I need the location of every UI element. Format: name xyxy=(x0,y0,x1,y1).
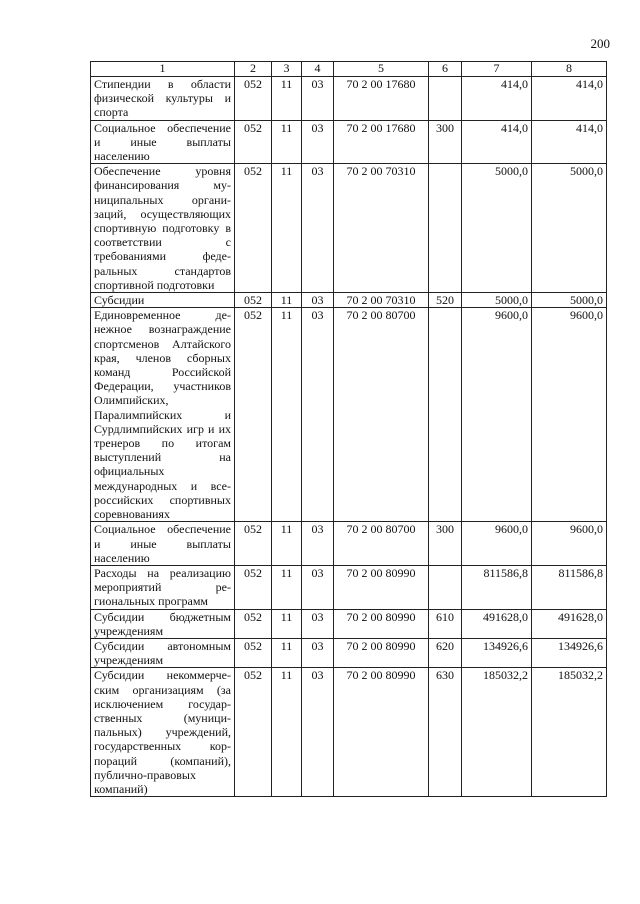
cell-ministry-code: 052 xyxy=(235,77,272,121)
cell-amount-total: 414,0 xyxy=(532,120,607,164)
cell-ministry-code: 052 xyxy=(235,565,272,609)
cell-expense-type xyxy=(429,164,462,293)
cell-amount: 9600,0 xyxy=(462,308,532,522)
table-row xyxy=(91,522,607,566)
header-row xyxy=(91,62,607,77)
cell-name: Субсидии некоммерческим организациям (за исключением государственных (муниципальных) учреждений, государственных корпораций (компаний), публично-правовых компаний) xyxy=(91,668,235,797)
cell-subsection: 03 xyxy=(302,668,334,797)
cell-expense-type: 520 xyxy=(429,293,462,308)
table-body xyxy=(91,77,607,797)
cell-subsection: 03 xyxy=(302,77,334,121)
table-row xyxy=(91,120,607,164)
cell-amount: 414,0 xyxy=(462,120,532,164)
cell-ministry-code: 052 xyxy=(235,120,272,164)
cell-expense-type xyxy=(429,565,462,609)
cell-amount: 414,0 xyxy=(462,77,532,121)
cell-name: Социальное обеспечение и иные выплаты населению xyxy=(91,522,235,566)
column-header: 1 xyxy=(91,62,235,77)
cell-expense-type xyxy=(429,308,462,522)
cell-target-article: 70 2 00 70310 xyxy=(334,164,429,293)
cell-subsection: 03 xyxy=(302,522,334,566)
cell-section: 11 xyxy=(272,638,302,667)
cell-section: 11 xyxy=(272,164,302,293)
cell-subsection: 03 xyxy=(302,565,334,609)
cell-section: 11 xyxy=(272,293,302,308)
cell-target-article: 70 2 00 80990 xyxy=(334,565,429,609)
table-row xyxy=(91,565,607,609)
column-header: 3 xyxy=(272,62,302,77)
cell-amount: 5000,0 xyxy=(462,164,532,293)
cell-section: 11 xyxy=(272,522,302,566)
cell-amount-total: 414,0 xyxy=(532,77,607,121)
cell-subsection: 03 xyxy=(302,308,334,522)
cell-name: Социальное обеспечение и иные выплаты населению xyxy=(91,120,235,164)
cell-amount: 9600,0 xyxy=(462,522,532,566)
cell-name: Единовременное денежное вознаграждение спортсменов Алтайского края, членов сборных команд Российской Федерации, участников Олимпийских, Паралимпийских и Сурдлимпийских игр и их тренеров по итогам выступлений на официальных международных и всероссийских спортивных соревнованиях xyxy=(91,308,235,522)
table-row xyxy=(91,638,607,667)
cell-name: Расходы на реализацию мероприятий региональных программ xyxy=(91,565,235,609)
cell-subsection: 03 xyxy=(302,638,334,667)
cell-amount-total: 491628,0 xyxy=(532,609,607,638)
cell-expense-type: 610 xyxy=(429,609,462,638)
table-row xyxy=(91,164,607,293)
cell-name: Стипендии в области физической культуры и спорта xyxy=(91,77,235,121)
cell-ministry-code: 052 xyxy=(235,293,272,308)
cell-expense-type xyxy=(429,77,462,121)
table-row xyxy=(91,609,607,638)
table-row xyxy=(91,293,607,308)
table-row xyxy=(91,77,607,121)
cell-expense-type: 300 xyxy=(429,522,462,566)
column-header: 5 xyxy=(334,62,429,77)
cell-subsection: 03 xyxy=(302,120,334,164)
column-header: 8 xyxy=(532,62,607,77)
budget-table xyxy=(90,61,607,797)
cell-section: 11 xyxy=(272,77,302,121)
cell-amount: 134926,6 xyxy=(462,638,532,667)
cell-section: 11 xyxy=(272,565,302,609)
cell-amount-total: 5000,0 xyxy=(532,164,607,293)
cell-amount-total: 811586,8 xyxy=(532,565,607,609)
cell-amount-total: 134926,6 xyxy=(532,638,607,667)
cell-amount: 811586,8 xyxy=(462,565,532,609)
cell-subsection: 03 xyxy=(302,609,334,638)
cell-ministry-code: 052 xyxy=(235,638,272,667)
cell-target-article: 70 2 00 80990 xyxy=(334,638,429,667)
cell-section: 11 xyxy=(272,120,302,164)
cell-target-article: 70 2 00 70310 xyxy=(334,293,429,308)
cell-name: Субсидии бюджетным учреждениям xyxy=(91,609,235,638)
cell-amount-total: 9600,0 xyxy=(532,522,607,566)
cell-amount: 491628,0 xyxy=(462,609,532,638)
cell-expense-type: 300 xyxy=(429,120,462,164)
cell-target-article: 70 2 00 17680 xyxy=(334,77,429,121)
cell-name: Субсидии xyxy=(91,293,235,308)
cell-target-article: 70 2 00 80700 xyxy=(334,522,429,566)
cell-target-article: 70 2 00 80700 xyxy=(334,308,429,522)
column-header: 2 xyxy=(235,62,272,77)
cell-amount-total: 5000,0 xyxy=(532,293,607,308)
cell-target-article: 70 2 00 17680 xyxy=(334,120,429,164)
column-header: 6 xyxy=(429,62,462,77)
page-number: 200 xyxy=(590,36,610,51)
cell-ministry-code: 052 xyxy=(235,668,272,797)
column-header: 4 xyxy=(302,62,334,77)
cell-ministry-code: 052 xyxy=(235,308,272,522)
cell-target-article: 70 2 00 80990 xyxy=(334,668,429,797)
cell-ministry-code: 052 xyxy=(235,609,272,638)
cell-amount-total: 185032,2 xyxy=(532,668,607,797)
cell-ministry-code: 052 xyxy=(235,522,272,566)
table-row xyxy=(91,668,607,797)
cell-ministry-code: 052 xyxy=(235,164,272,293)
cell-amount-total: 9600,0 xyxy=(532,308,607,522)
cell-section: 11 xyxy=(272,609,302,638)
cell-target-article: 70 2 00 80990 xyxy=(334,609,429,638)
cell-subsection: 03 xyxy=(302,293,334,308)
cell-subsection: 03 xyxy=(302,164,334,293)
cell-section: 11 xyxy=(272,668,302,797)
cell-expense-type: 630 xyxy=(429,668,462,797)
cell-amount: 5000,0 xyxy=(462,293,532,308)
cell-section: 11 xyxy=(272,308,302,522)
cell-name: Обеспечение уровня финансирования муниципальных организаций, осуществляющих спортивную подготовку в соответствии с требованиями федеральных стандартов спортивной подготовки xyxy=(91,164,235,293)
cell-name: Субсидии автономным учреждениям xyxy=(91,638,235,667)
cell-amount: 185032,2 xyxy=(462,668,532,797)
cell-expense-type: 620 xyxy=(429,638,462,667)
column-header: 7 xyxy=(462,62,532,77)
table-row xyxy=(91,308,607,522)
